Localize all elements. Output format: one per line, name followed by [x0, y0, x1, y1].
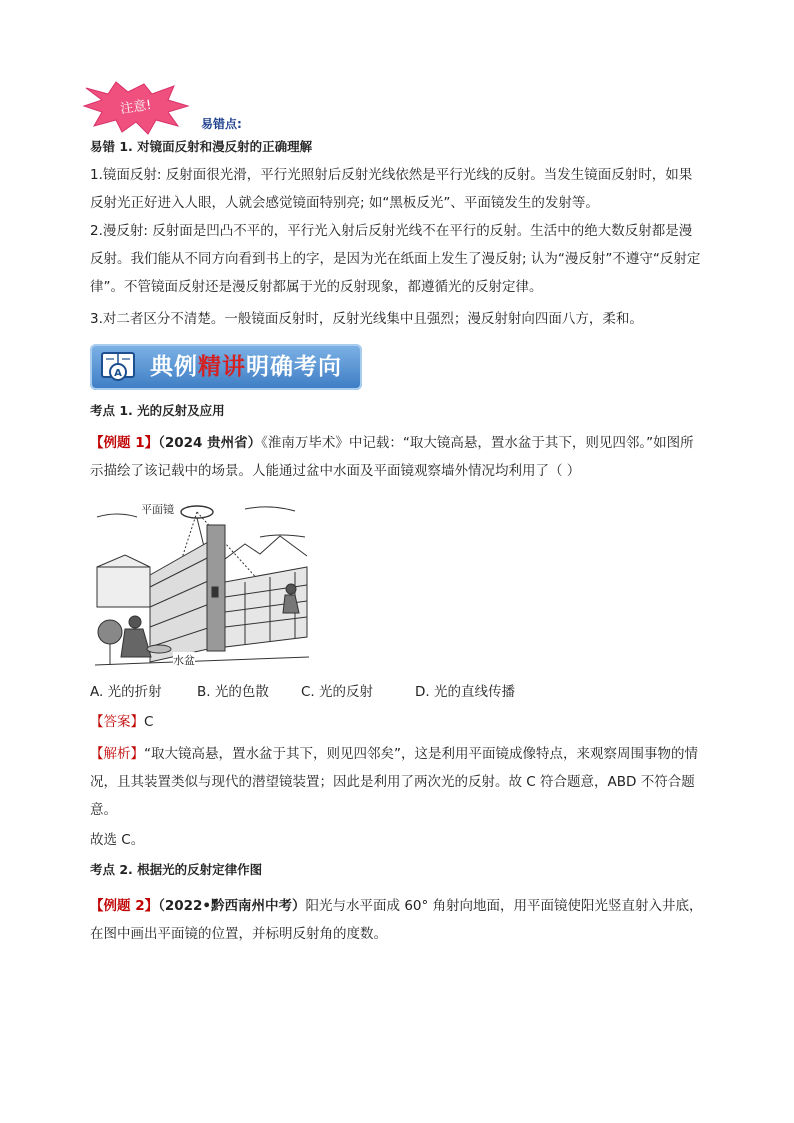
- example1-tag: 【例题 1】: [90, 435, 159, 451]
- point2-heading: 考点 2. 根据光的反射定律作图: [90, 862, 263, 877]
- mirror-label: 平面镜: [141, 503, 174, 516]
- svg-text:A: A: [114, 368, 122, 379]
- mistake-item-2: 2.漫反射: 反射面是凹凸不平的，平行光入射后反射光线不在平行的反射。生活中的绝大数反射都是漫反射。我们能从不同方向看到书上的字，是因为光在纸面上发生了漫反射; 认为“漫反射”不遵守“反射定律”。不管镜面反射还是漫反射都属于光的反射现象，都遵循光的反射定律。: [90, 223, 701, 295]
- banner-title-part1: 典例: [150, 354, 198, 380]
- answer-tag: 【答案】: [90, 714, 144, 730]
- example1-conclusion: 故选 C。: [90, 832, 145, 848]
- example1-text: 《淮南万毕术》中记载：“取大镜高悬，置水盆于其下，则见四邻。”如图所示描绘了该记载中的场景。人能通过盆中水面及平面镜观察墙外情况均利用了（ ）: [90, 435, 694, 479]
- choice-a: A. 光的折射: [90, 684, 162, 700]
- analysis-text: “取大镜高悬，置水盆于其下，则见四邻矣”，这是利用平面镜成像特点，来观察周围事物的情况，且其装置类似与现代的潜望镜装置；因此是利用了两次光的反射。故 C 符合题意，ABD 不符合题意。: [90, 746, 698, 818]
- banner-title: [150, 344, 342, 390]
- mistake-item-1: 1.镜面反射: 反射面很光滑，平行光照射后反射光线依然是平行光线的反射。当发生镜面反射时，如果反射光正好进入人眼，人就会感觉镜面特别亮; 如“黑板反光”、平面镜发生的发射等。: [90, 167, 693, 211]
- examples-banner: [90, 344, 362, 390]
- example2-text: 阳光与水平面成 60° 角射向地面，用平面镜使阳光竖直射入井底，在图中画出平面镜的位置，并标明反射角的度数。: [90, 898, 703, 942]
- choice-b: B. 光的色散: [197, 684, 269, 700]
- example1-question: [90, 429, 704, 485]
- mirror-scene-figure: [95, 497, 309, 669]
- seal-label: 注意!: [119, 97, 153, 118]
- mistake-item-3: 3.对二者区分不清楚。一般镜面反射时，反射光线集中且强烈；漫反射射向四面八方，柔和。: [90, 311, 643, 327]
- example2-question: [90, 892, 704, 948]
- example2-source: （2022•黔西南州中考）: [158, 898, 306, 914]
- mistake-section-title: 易错点:: [201, 117, 242, 131]
- choice-c: C. 光的反射: [301, 684, 374, 700]
- example1-answer: [90, 708, 704, 736]
- example2-tag: 【例题 2】: [90, 898, 159, 914]
- mistake-heading: 易错 1. 对镜面反射和漫反射的正确理解: [90, 139, 313, 154]
- answer-value: C: [144, 714, 154, 730]
- point1-heading: 考点 1. 光的反射及应用: [90, 403, 225, 418]
- warning-seal: [82, 80, 190, 135]
- choice-d: D. 光的直线传播: [415, 684, 515, 700]
- ancient-periscope-illustration: [95, 497, 309, 669]
- banner-title-highlight: 精讲: [198, 354, 246, 380]
- basin-label: 水盆: [173, 654, 195, 667]
- example1-source: （2024 贵州省）: [158, 435, 262, 451]
- book-icon: [100, 350, 136, 384]
- example1-analysis: [90, 740, 704, 824]
- banner-title-part3: 明确考向: [246, 354, 342, 380]
- analysis-tag: 【解析】: [90, 746, 144, 762]
